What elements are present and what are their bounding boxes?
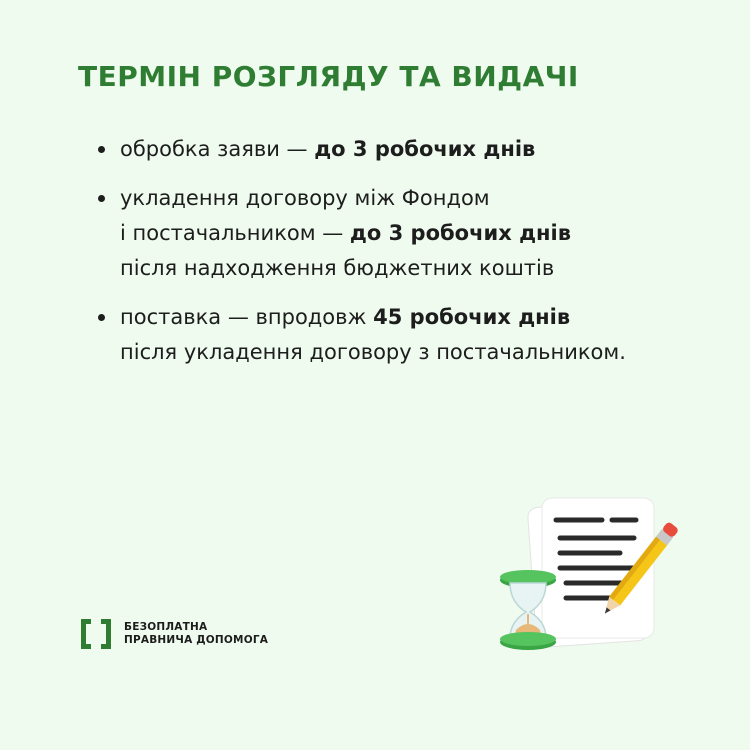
list-item-processing [96, 132, 716, 167]
brand-logo [78, 616, 268, 652]
item-highlight: до 3 робочих днів [314, 137, 536, 161]
logo-line-1: БЕЗОПЛАТНА [124, 621, 208, 633]
item-text: укладення договору між Фондом [120, 186, 490, 210]
logo-text [124, 621, 268, 647]
page-title: ТЕРМІН РОЗГЛЯДУ ТА ВИДАЧІ [78, 60, 579, 93]
terms-list [96, 132, 716, 384]
logo-line-2: ПРАВНИЧА ДОПОМОГА [124, 634, 269, 646]
deadline-illustration [490, 490, 680, 660]
list-item-delivery [96, 300, 716, 370]
item-text: обробка заяви — [120, 137, 315, 161]
item-text: після надходження бюджетних коштів [120, 256, 555, 280]
bracket-logo-icon [78, 616, 114, 652]
item-text: поставка — впродовж [120, 305, 374, 329]
item-highlight: до 3 робочих днів [349, 221, 572, 245]
item-text: і постачальником — [120, 221, 350, 245]
list-item-contract [96, 181, 716, 286]
item-text: після укладення договору з постачальником. [120, 340, 626, 364]
item-highlight: 45 робочих днів [373, 305, 571, 329]
